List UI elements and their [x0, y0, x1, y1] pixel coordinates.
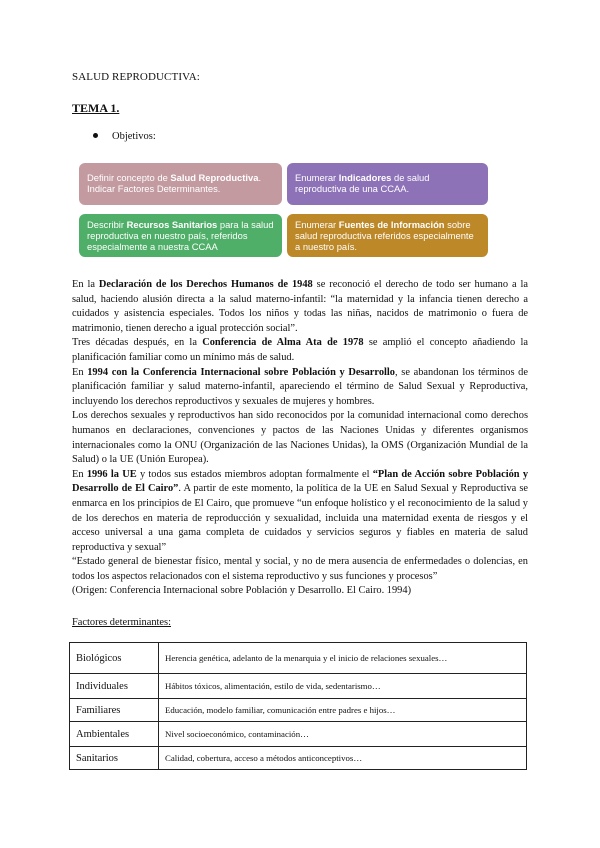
- paragraph: [72, 336, 528, 365]
- objectives-bullet: [93, 131, 156, 142]
- bold-run: Declaración de los Derechos Humanos de 1948: [98, 279, 313, 290]
- text-run: Tres décadas después, en la: [72, 337, 203, 349]
- paragraph: [72, 278, 528, 336]
- desc-cell: Nivel socioeconómico, contaminación…: [159, 722, 527, 747]
- desc-cell: Herencia genética, adelanto de la menarquia y el inicio de relaciones sexuales…: [159, 643, 527, 674]
- objective-box-recursos: [79, 214, 282, 257]
- box-text: Definir concepto de: [87, 172, 171, 183]
- text-run: En la: [72, 279, 99, 290]
- paragraph: “Estado general de bienestar físico, mental y social, y no de mera ausencia de enfermedades o dolencias, en todos los aspectos relacionados con el sistema reproductivo y sus funciones y procesos”: [72, 556, 528, 582]
- box-text: Enumerar: [295, 172, 339, 183]
- box-text: de salud reproductiva de una CCAA.: [295, 172, 430, 194]
- factor-cell: Sanitarios: [70, 747, 159, 770]
- box-bold-text: Indicadores: [338, 172, 392, 183]
- page-heading: SALUD REPRODUCTIVA:: [72, 71, 200, 83]
- objective-box-indicadores: [287, 163, 488, 205]
- objective-box-fuentes: [287, 214, 488, 257]
- body-text: [72, 278, 528, 599]
- section-title: TEMA 1.: [72, 101, 120, 115]
- text-run: y todos sus estados miembros adoptan formalmente el: [136, 468, 373, 480]
- paragraph: Los derechos sexuales y reproductivos han sido reconocidos por la comunidad internacional como derechos humanos en declaraciones, convenciones y pactos de las Naciones Unidas y diferentes organismos internacionales como la ONU (Organización de las Naciones Unidas), la OMS (Organización Mundial de la Salud) o la UE (Unión Europea).: [72, 410, 528, 466]
- table-row: [70, 747, 527, 770]
- table-row: [70, 722, 527, 747]
- table-row: [70, 699, 527, 722]
- text-run: se amplió el concepto añadiendo la planificación familiar como un mínimo más de salud.: [72, 337, 528, 363]
- paragraph: (Origen: Conferencia Internacional sobre Población y Desarrollo. El Cairo. 1994): [72, 585, 412, 597]
- paragraph: [72, 366, 528, 410]
- factor-cell: Familiares: [70, 699, 159, 722]
- objectives-label: Objetivos:: [112, 131, 156, 142]
- bold-run: 1996 la UE: [86, 468, 137, 480]
- paragraph: [72, 468, 528, 556]
- box-bold-text: Recursos Sanitarios: [126, 219, 218, 230]
- text-run: En: [72, 366, 88, 378]
- table-row: [70, 643, 527, 674]
- text-run: , se abandonan los términos de planificación familiar y salud materno-infantil, apareciendo el término de Salud Sexual y Reproductiva, incluyendo los derechos reproductivos y sexuales de mujeres y hombres.: [72, 366, 528, 407]
- factores-label: Factores determinantes:: [72, 617, 171, 628]
- box-text: Describir: [87, 219, 127, 230]
- desc-cell: Calidad, cobertura, acceso a métodos anticonceptivos…: [159, 747, 527, 770]
- box-bold-text: Salud Reproductiva: [170, 172, 259, 183]
- desc-cell: Hábitos tóxicos, alimentación, estilo de vida, sedentarismo…: [159, 674, 527, 699]
- objective-box-salud-reproductiva: [79, 163, 282, 205]
- table-row: [70, 674, 527, 699]
- text-run: se reconoció el derecho de todo ser humano a la salud, haciendo alusión directa a la salud materno-infantil: “la maternidad y la infancia tienen derecho a cuidados y asistencia especiales. Todos los niños y todas las niñas, nacidos de matrimonio o fuera de matrimonio, tienen derecho a igual protección social”.: [72, 279, 528, 334]
- box-text: para la salud reproductiva en nuestro país, referidos especialmente a nuestra CCAA: [87, 219, 274, 252]
- factor-cell: Ambientales: [70, 722, 159, 747]
- factores-table: [69, 642, 527, 770]
- box-text: Enumerar: [295, 219, 339, 230]
- box-text: . Indicar Factores Determinantes.: [87, 172, 262, 194]
- factor-cell: Individuales: [70, 674, 159, 699]
- bullet-dot-icon: [93, 133, 98, 138]
- box-bold-text: Fuentes de Información: [338, 219, 445, 230]
- box-text: sobre salud reproductiva referidos especialmente a nuestro país.: [295, 219, 474, 252]
- bold-run: 1994 con la Conferencia Internacional sobre Población y Desarrollo: [87, 366, 395, 378]
- desc-cell: Educación, modelo familiar, comunicación entre padres e hijos…: [159, 699, 527, 722]
- factor-cell: Biológicos: [70, 643, 159, 674]
- bold-run: “Plan de Acción sobre Población y Desarrollo de El Cairo”: [72, 468, 529, 495]
- text-run: En: [72, 468, 87, 480]
- bold-run: Conferencia de Alma Ata de 1978: [202, 337, 364, 349]
- text-run: . A partir de este momento, la política de la UE en Salud Sexual y Reproductiva se enmarca en los principios de El Cairo, que promueve “un enfoque holístico y el reconocimiento de la salud y de los derechos en materia de reproducción y sexualidad, incluida una maternidad exenta de riesgos y el acceso universal a una gama completa de cuidados y servicios seguros y fiables en materia de salud reproductiva y sexual”: [72, 483, 528, 553]
